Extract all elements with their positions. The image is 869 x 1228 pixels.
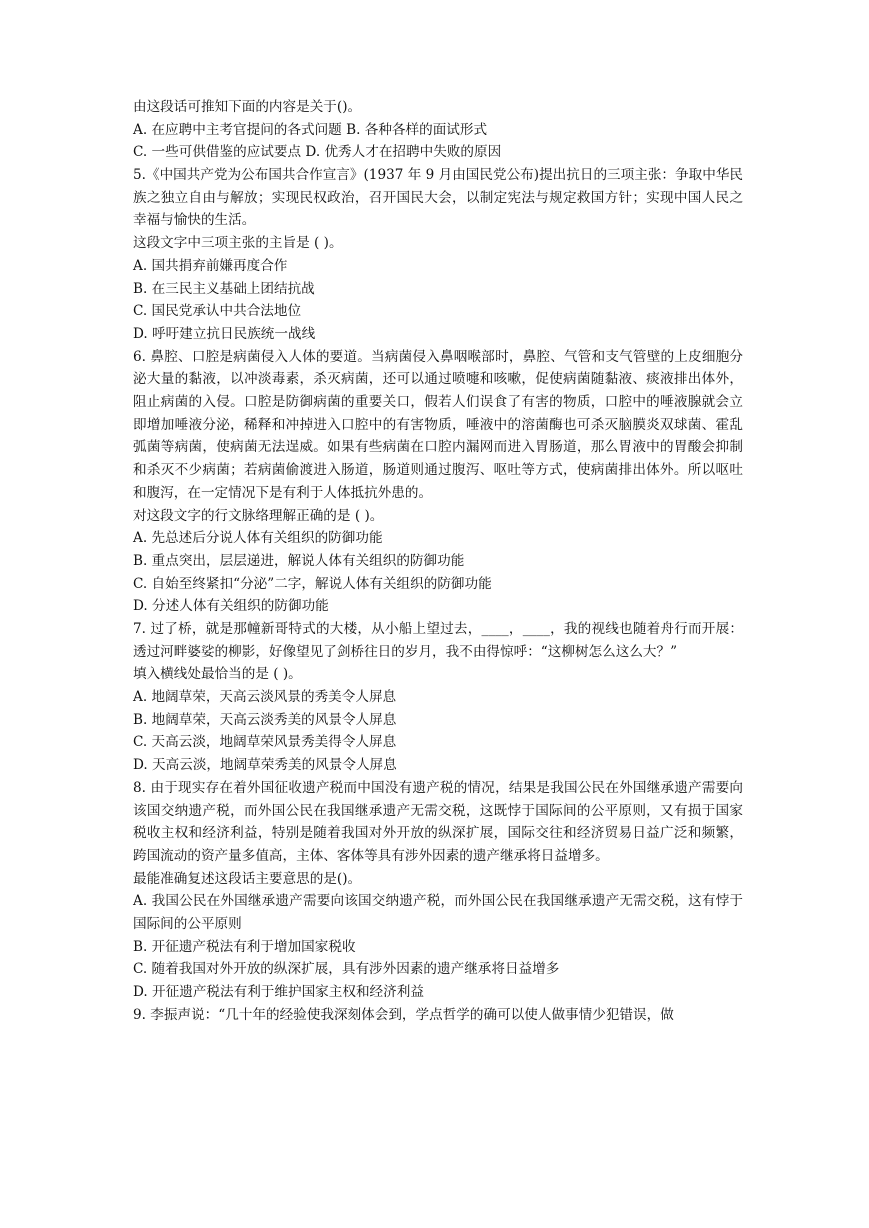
question-4-fragment [133,96,743,164]
option-a: A. 先总述后分说人体有关组织的防御功能 [133,530,383,547]
option-d: D. 分述人体有关组织的防御功能 [133,598,329,615]
question-passage: 5.《中国共产党为公布国共合作宣言》(1937 年 9 月由国民党公布)提出抗日的三项主张：争取中华民族之独立自由与解放；实现民权政治，召开国民大会，以制定宪法与规定救国方针；实现中国人民之幸福与愉快的生活。 [133,167,743,229]
option-b: B. 重点突出，层层递进，解说人体有关组织的防御功能 [133,552,465,569]
option-b: B. 在三民主义基础上团结抗战 [133,280,315,297]
option-b: B. 地阔草荣，天高云淡秀美的风景令人屏息 [133,711,397,728]
exam-page [133,96,743,1026]
question-6 [133,346,743,618]
question-stem: 对这段文字的行文脉络理解正确的是 ( )。 [133,507,384,524]
question-7 [133,618,743,777]
question-stem: 填入横线处最恰当的是 ( )。 [133,666,302,683]
question-5 [133,164,743,346]
question-stem: 由这段话可推知下面的内容是关于()。 [133,99,362,115]
option-b: B. 开征遗产税法有利于增加国家税收 [133,938,356,955]
option-a: A. 地阔草荣，天高云淡风景的秀美令人屏息 [133,689,397,706]
question-stem: 这段文字中三项主张的主旨是 ( )。 [133,235,343,252]
option-a: A. 国共捐弃前嫌再度合作 [133,257,288,274]
option-c: C. 天高云淡，地阔草荣风景秀美得令人屏息 [133,734,397,751]
option-a: A. 我国公民在外国继承遗产需要向该国交纳遗产税，而外国公民在我国继承遗产无需交税，这有悖于国际间的公平原则 [133,893,743,933]
question-9-fragment [133,1004,743,1027]
option-line: A. 在应聘中主考官提问的各式问题 B. 各种各样的面试形式 [133,121,488,138]
option-d: D. 开征遗产税法有利于维护国家主权和经济利益 [133,984,424,1001]
option-d: D. 呼吁建立抗日民族统一战线 [133,325,316,342]
option-c: C. 随着我国对外开放的纵深扩展，具有涉外因素的遗产继承将日益增多 [133,961,560,978]
option-line: C. 一些可供借鉴的应试要点 D. 优秀人才在招聘中失败的原因 [133,144,502,161]
option-c: C. 国民党承认中共合法地位 [133,303,302,320]
option-d: D. 天高云淡，地阔草荣秀美的风景令人屏息 [133,757,397,774]
question-passage: 6. 鼻腔、口腔是病菌侵入人体的要道。当病菌侵入鼻咽喉部时，鼻腔、气管和支气管壁的上皮细胞分泌大量的黏液，以冲淡毒素，杀灭病菌，还可以通过喷嚏和咳嗽，促使病菌随黏液、痰液排出体外，阻止病菌的入侵。口腔是防御病菌的重要关口，假若人们误食了有害的物质，口腔中的唾液腺就会立即增加唾液分泌，稀释和冲掉进入口腔中的有害物质，唾液中的溶菌酶也可杀灭脑膜炎双球菌、霍乱弧菌等病菌，使病菌无法逞威。如果有些病菌在口腔内漏网而进入胃肠道，那么胃液中的胃酸会抑制和杀灭不少病菌；若病菌偷渡进入肠道，肠道则通过腹泻、呕吐等方式，使病菌排出体外。所以呕吐和腹泻，在一定情况下是有利于人体抵抗外患的。 [133,348,743,501]
question-8 [133,777,743,1004]
question-passage: 7. 过了桥，就是那幢新哥特式的大楼，从小船上望过去，____，____，我的视线也随着舟行而开展：透过河畔婆娑的柳影，好像望见了剑桥往日的岁月，我不由得惊呼：“这柳树怎么这么大？” [133,620,743,660]
question-stem: 最能准确复述这段话主要意思的是()。 [133,870,362,887]
option-c: C. 自始至终紧扣“分泌”二字，解说人体有关组织的防御功能 [133,575,492,592]
question-passage: 9. 李振声说：“几十年的经验使我深刻体会到，学点哲学的确可以使人做事情少犯错误，做 [133,1006,674,1023]
question-passage: 8. 由于现实存在着外国征收遗产税而中国没有遗产税的情况，结果是我国公民在外国继承遗产需要向该国交纳遗产税，而外国公民在我国继承遗产无需交税，这既悖于国际间的公平原则，又有损于国家税收主权和经济利益，特别是随着我国对外开放的纵深扩展，国际交往和经济贸易日益广泛和频繁，跨国流动的资产量多值高，主体、客体等具有涉外因素的遗产继承将日益增多。 [133,779,743,864]
